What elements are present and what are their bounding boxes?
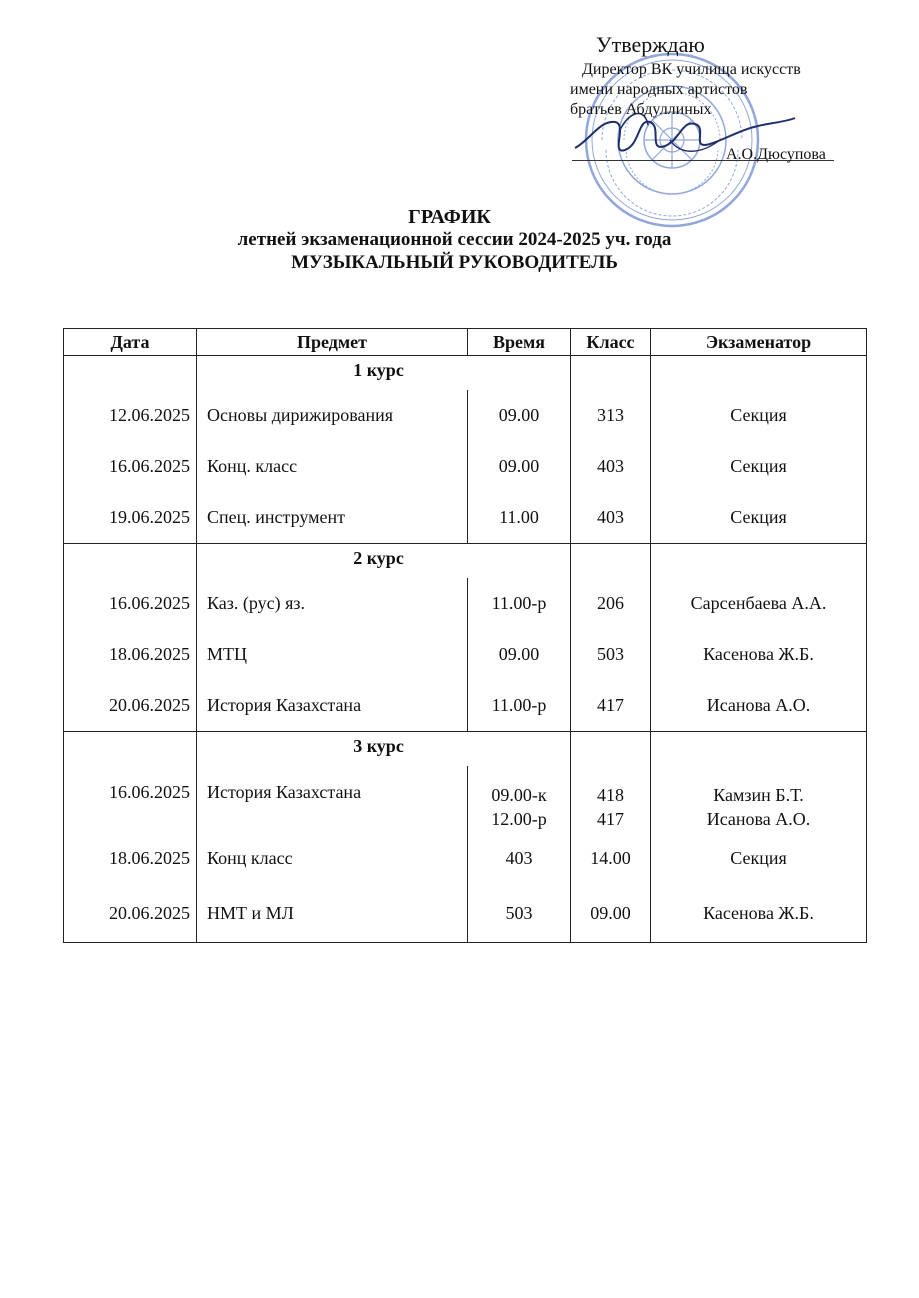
- table-row: [64, 680, 867, 732]
- signatory-name: А.О.Дюсупова: [726, 146, 826, 163]
- column-header: Экзаменатор: [651, 329, 867, 356]
- cell-room: 403: [571, 492, 651, 544]
- cell-examiner: Секция: [651, 390, 867, 441]
- course-label: 3 курс: [353, 736, 404, 756]
- exam-schedule-table: [63, 328, 867, 943]
- cell-examiner: Исанова А.О.: [651, 680, 867, 732]
- course-label: 1 курс: [353, 360, 404, 380]
- cell-examiner: Сарсенбаева А.А.: [651, 578, 867, 629]
- cell-date: 18.06.2025: [64, 629, 197, 680]
- cell-date: 16.06.2025: [64, 766, 197, 833]
- cell-subject: История Казахстана: [197, 680, 468, 732]
- approval-heading: Утверждаю: [596, 32, 705, 57]
- table-row: [64, 833, 867, 884]
- room-value: 417: [597, 808, 624, 829]
- cell-examiner: Секция: [651, 492, 867, 544]
- document-title: [0, 205, 919, 275]
- cell-subject: НМТ и МЛ: [197, 884, 468, 943]
- cell-examiner: Касенова Ж.Б.: [651, 884, 867, 943]
- course-row: [64, 544, 867, 579]
- course-row: [64, 732, 867, 767]
- cell-time: 11.00: [468, 492, 571, 544]
- cell-date: 12.06.2025: [64, 390, 197, 441]
- cell-examiner: [651, 766, 867, 833]
- cell-subject: МТЦ: [197, 629, 468, 680]
- cell-subject: Конц класс: [197, 833, 468, 884]
- cell-subject: История Казахстана: [197, 766, 468, 833]
- cell-date: 16.06.2025: [64, 578, 197, 629]
- column-header: Дата: [64, 329, 197, 356]
- cell-time: [468, 766, 571, 833]
- title-line: ГРАФИК: [408, 206, 491, 228]
- cell-time: 11.00-р: [468, 680, 571, 732]
- cell-room: 313: [571, 390, 651, 441]
- cell-date: 16.06.2025: [64, 441, 197, 492]
- cell-time: 09.00: [468, 629, 571, 680]
- cell-examiner: Секция: [651, 441, 867, 492]
- column-header: Класс: [571, 329, 651, 356]
- title-line: летней экзаменационной сессии 2024-2025 уч. года: [237, 229, 672, 250]
- time-value: 09.00-к: [491, 784, 547, 805]
- room-value: 418: [597, 784, 624, 805]
- table-row: [64, 629, 867, 680]
- examiner-value: Исанова А.О.: [706, 808, 811, 829]
- cell-examiner: Касенова Ж.Б.: [651, 629, 867, 680]
- cell-room: 09.00: [571, 884, 651, 943]
- approval-institution-line: имени народных артистов: [570, 81, 748, 98]
- cell-date: 20.06.2025: [64, 680, 197, 732]
- cell-subject: Конц. класс: [197, 441, 468, 492]
- cell-time: 09.00: [468, 441, 571, 492]
- time-value: 12.00-р: [491, 808, 547, 829]
- examiner-value: Камзин Б.Т.: [713, 784, 804, 805]
- table-row: [64, 884, 867, 943]
- cell-subject: Спец. инструмент: [197, 492, 468, 544]
- cell-room: 503: [571, 629, 651, 680]
- cell-room: [571, 766, 651, 833]
- table-row: [64, 766, 867, 833]
- cell-room: 206: [571, 578, 651, 629]
- cell-room: 403: [571, 441, 651, 492]
- cell-date: 19.06.2025: [64, 492, 197, 544]
- cell-room: 14.00: [571, 833, 651, 884]
- table-row: [64, 492, 867, 544]
- table-row: [64, 441, 867, 492]
- cell-subject: Основы дирижирования: [197, 390, 468, 441]
- cell-room: 417: [571, 680, 651, 732]
- title-line: МУЗЫКАЛЬНЫЙ РУКОВОДИТЕЛЬ: [291, 252, 618, 273]
- cell-date: 18.06.2025: [64, 833, 197, 884]
- approval-institution-line: братьев Абдуллиных: [570, 101, 712, 118]
- cell-subject: Каз. (рус) яз.: [197, 578, 468, 629]
- cell-time: 09.00: [468, 390, 571, 441]
- column-header: Время: [468, 329, 571, 356]
- cell-examiner: Секция: [651, 833, 867, 884]
- table-row: [64, 578, 867, 629]
- column-header: Предмет: [197, 329, 468, 356]
- table-header-row: [64, 329, 867, 356]
- cell-date: 20.06.2025: [64, 884, 197, 943]
- table-row: [64, 390, 867, 441]
- cell-time: 503: [468, 884, 571, 943]
- approval-position: Директор ВК училища искусств: [582, 61, 801, 78]
- course-label: 2 курс: [353, 548, 404, 568]
- course-row: [64, 356, 867, 391]
- cell-time: 11.00-р: [468, 578, 571, 629]
- cell-time: 403: [468, 833, 571, 884]
- approval-block: [566, 32, 866, 163]
